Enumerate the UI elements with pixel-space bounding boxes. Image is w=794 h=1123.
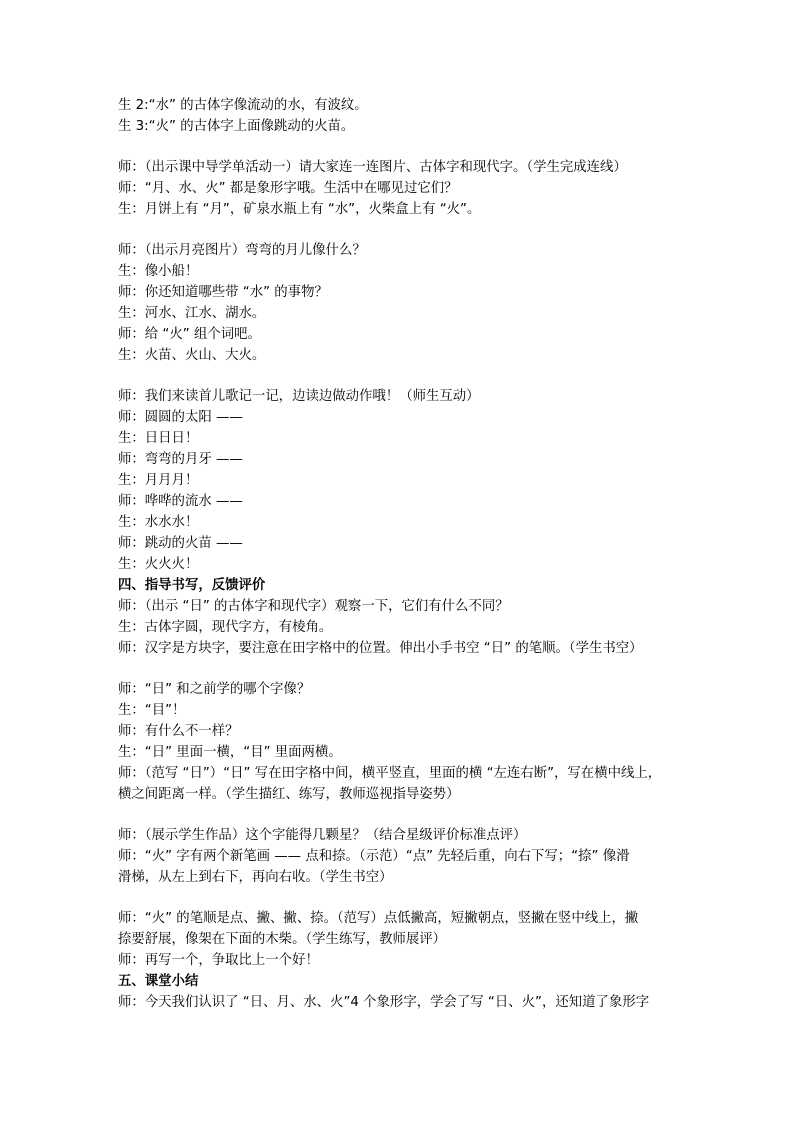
text-line: 横之间距离一样。（学生描红、练写，教师巡视指导姿势） [118, 787, 460, 802]
text-line: 生：月饼上有 “月”，矿泉水瓶上有 “水”，火柴盒上有 “火”。 [118, 202, 481, 217]
text-line: 师：再写一个，争取比上一个好！ [118, 953, 319, 968]
text-line: 生：“日” 里面一横，“目” 里面两横。 [118, 745, 342, 760]
text-line: 生：火苗、火山、大火。 [118, 348, 266, 363]
text-line: 师：我们来读首儿歌记一记，边读边做动作哦！（师生互动） [118, 389, 480, 404]
text-line: 生：“目”！ [118, 703, 186, 718]
text-line: 师：你还知道哪些带 “水” 的事物？ [118, 285, 328, 300]
text-line: 师：汉字是方块字，要注意在田字格中的位置。伸出小手书空 “日” 的笔顺。（学生书空） [118, 641, 643, 656]
text-line: 生：像小船！ [118, 264, 199, 279]
text-line: 师：“火” 字有两个新笔画 —— 点和捺。（示范）“点” 先轻后重，向右下写；“捺” 像滑 [118, 849, 630, 864]
text-line: 生：火火火！ [118, 557, 199, 572]
text-line: 师：（出示 “日” 的古体字和现代字）观察一下，它们有什么不同？ [118, 599, 509, 614]
section-heading: 五、课堂小结 [118, 974, 199, 989]
text-line: 生：月月月！ [118, 473, 199, 488]
text-line: 师：今天我们认识了 “日、月、水、火”4 个象形字，学会了写 “日、火”，还知道了象形字 [118, 995, 650, 1010]
text-line: 师：弯弯的月牙 —— [118, 452, 243, 467]
text-line: 师：（展示学生作品）这个字能得几颗星？（结合星级评价标准点评） [118, 828, 527, 843]
text-line: 师：“火” 的笔顺是点、撇、撇、捺。（范写）点低撇高，短撇朝点，竖撇在竖中线上，撇 [118, 911, 639, 926]
text-line: 师：“月、水、火” 都是象形字哦。生活中在哪见过它们？ [118, 181, 458, 196]
text-line: 师：（范写 “日”）“日” 写在田字格中间，横平竖直，里面的横 “左连右断”，写在横中线上， [118, 766, 662, 781]
section-heading: 四、指导书写，反馈评价 [118, 578, 266, 593]
text-line: 生：古体字圆，现代字方，有棱角。 [118, 620, 333, 635]
text-line: 师：哗哗的流水 —— [118, 494, 243, 509]
text-line: 滑梯，从左上到右下，再向右收。（学生书空） [118, 870, 393, 885]
text-line: 师：圆圆的太阳 —— [118, 410, 243, 425]
text-line: 生 3:“火” 的古体字上面像跳动的火苗。 [118, 119, 355, 134]
text-line: 捺要舒展，像架在下面的木柴。（学生练写，教师展评） [118, 932, 447, 947]
text-line: 师：“日” 和之前学的哪个字像？ [118, 682, 311, 697]
text-line: 生 2:“水” 的古体字像流动的水，有波纹。 [118, 98, 368, 113]
text-line: 生：河水、江水、湖水。 [118, 306, 266, 321]
text-line: 师：给 “火” 组个词吧。 [118, 327, 261, 342]
text-line: 生：水水水！ [118, 515, 199, 530]
text-line: 师：（出示月亮图片）弯弯的月儿像什么？ [118, 243, 366, 258]
text-line: 生：日日日！ [118, 431, 199, 446]
text-line: 师：（出示课中导学单活动一）请大家连一连图片、古体字和现代字。（学生完成连线） [118, 160, 627, 175]
text-line: 师：有什么不一样？ [118, 724, 239, 739]
text-line: 师：跳动的火苗 —— [118, 536, 243, 551]
